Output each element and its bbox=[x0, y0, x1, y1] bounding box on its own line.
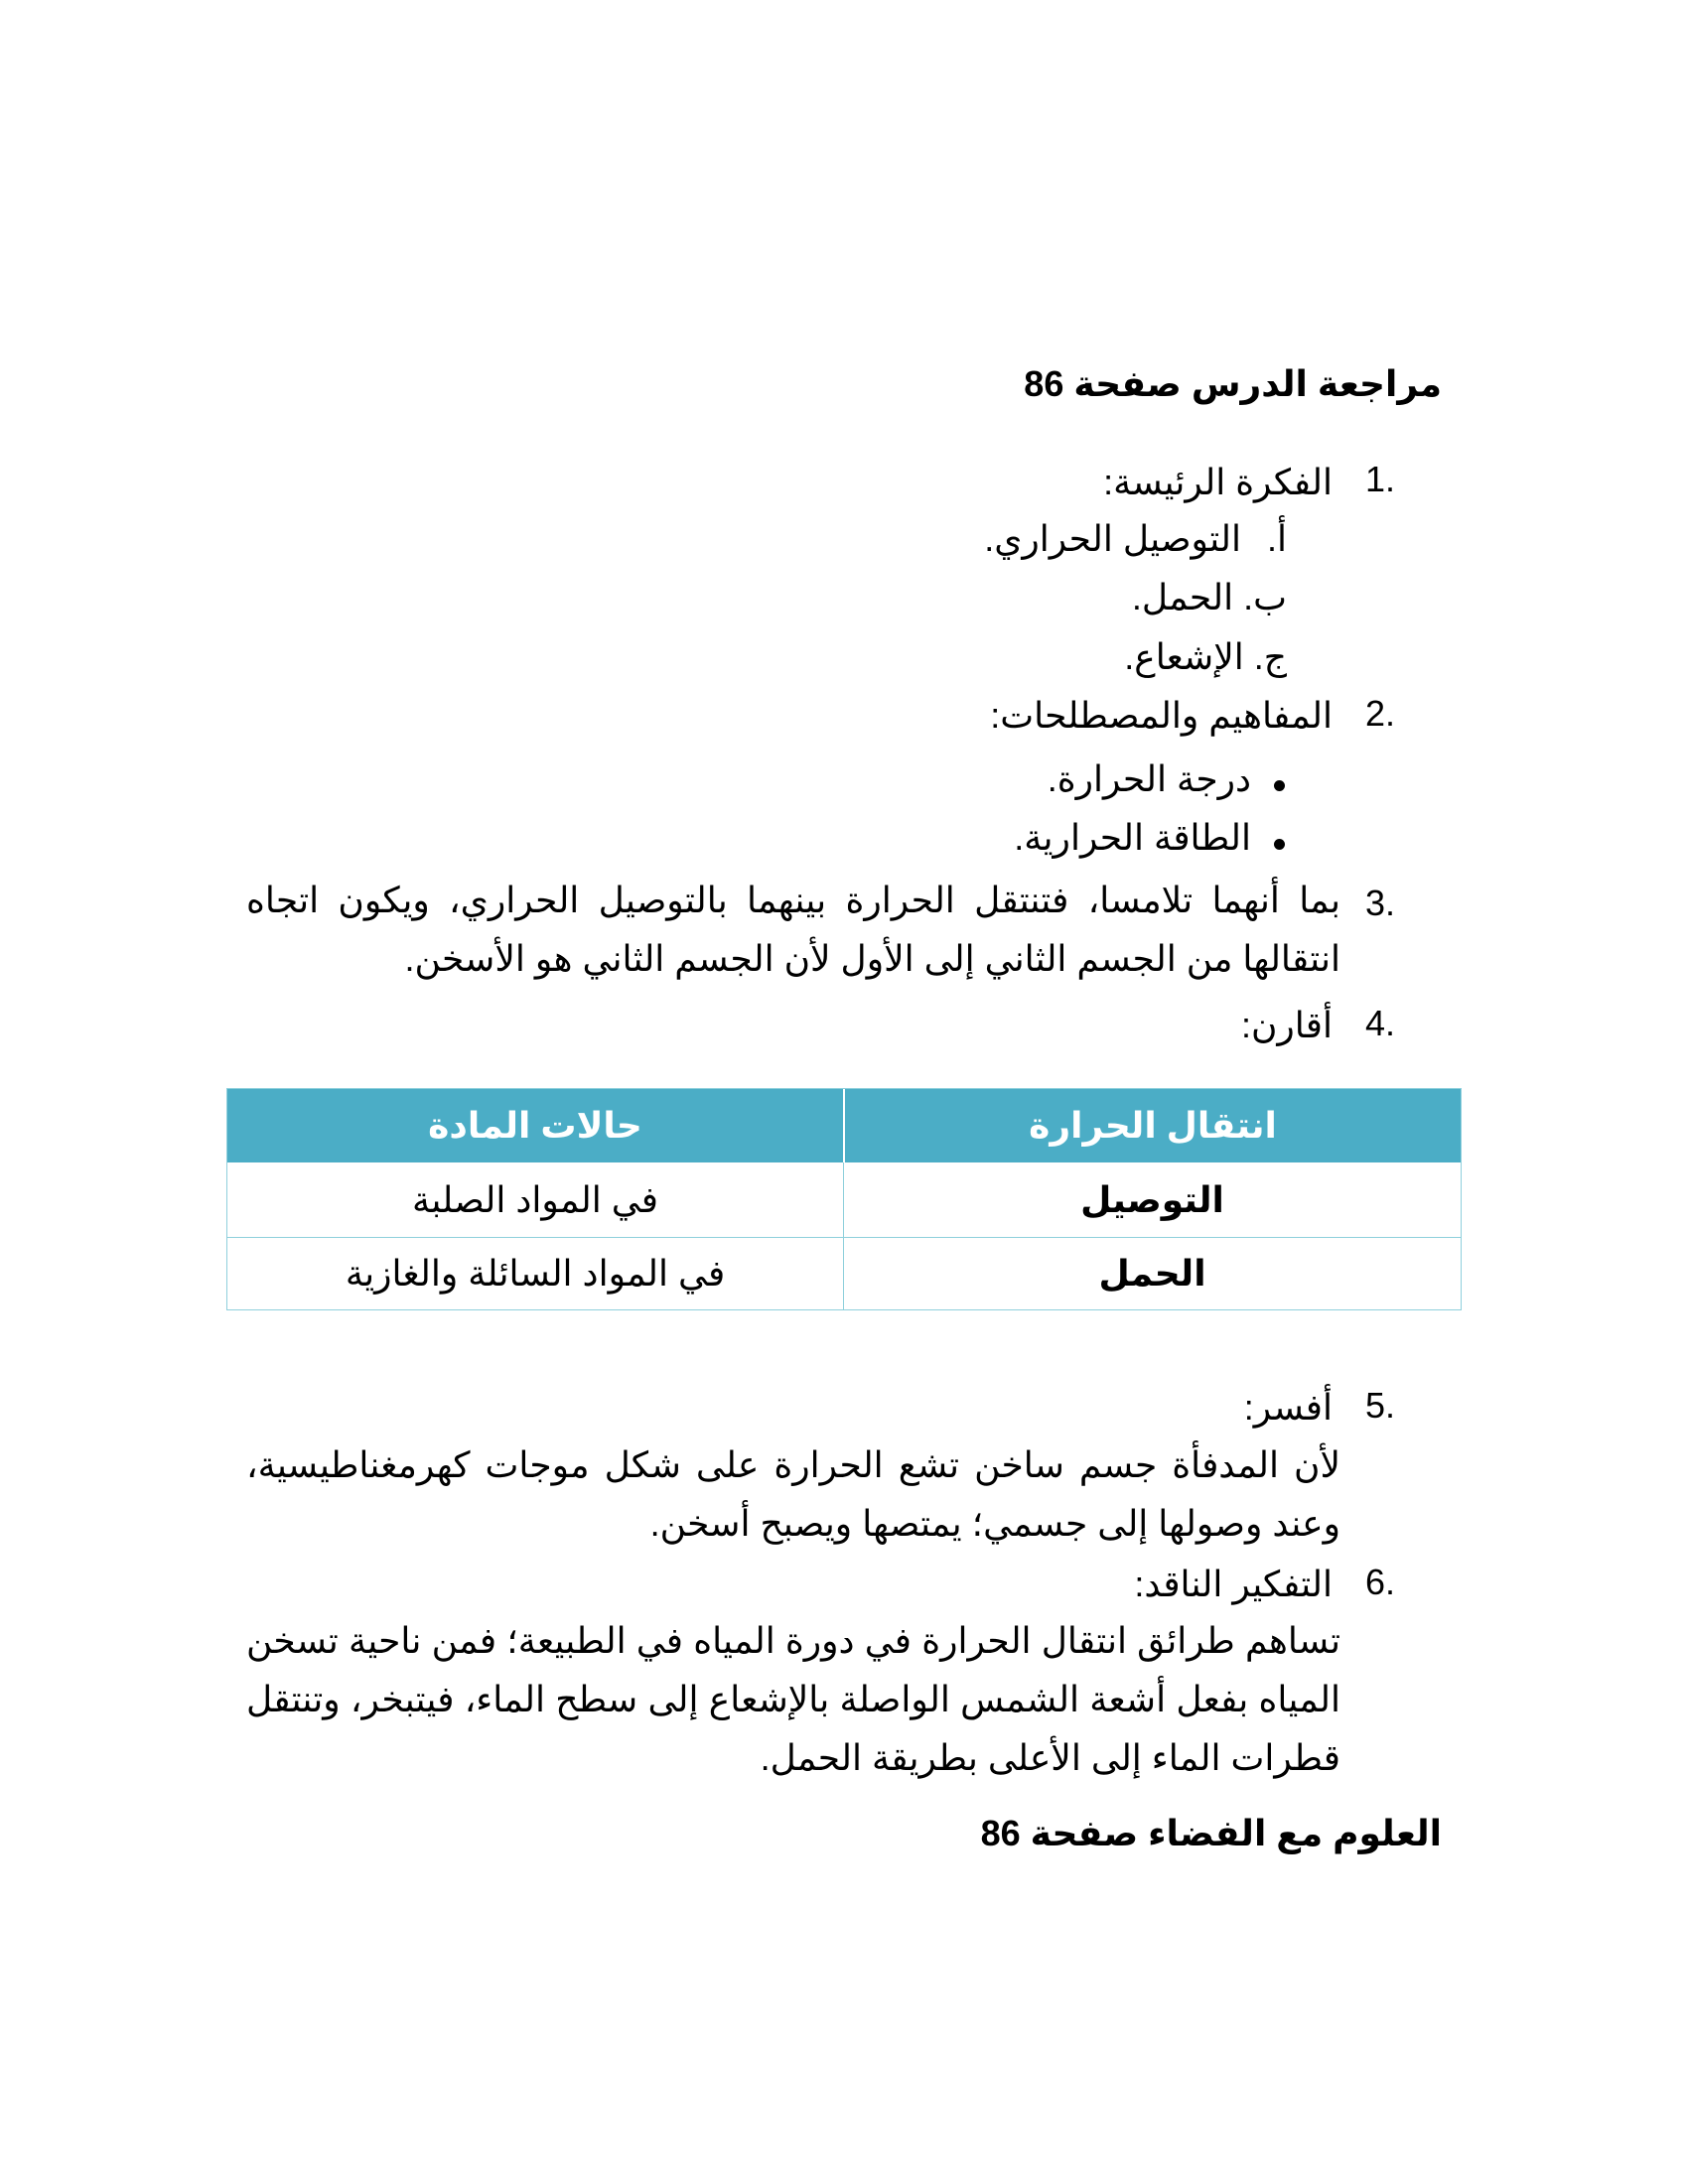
table-row bbox=[227, 1237, 1461, 1309]
item-1a-text: التوصيل الحراري. bbox=[984, 518, 1241, 559]
item-1-number: 1. bbox=[1364, 459, 1395, 499]
table-header-states-of-matter: حالات المادة bbox=[227, 1089, 843, 1162]
comparison-table bbox=[226, 1088, 1462, 1310]
item-3-number: 3. bbox=[1364, 883, 1395, 923]
item-2-bullet-2: الطاقة الحرارية. bbox=[1014, 817, 1251, 858]
item-6-text: التفكير الناقد: bbox=[1134, 1564, 1333, 1604]
item-1-text: الفكرة الرئيسة: bbox=[1103, 462, 1333, 502]
item-1c-text: ج. الإشعاع. bbox=[1124, 636, 1287, 677]
item-6-number: 6. bbox=[1364, 1562, 1395, 1602]
table-cell-conduction: التوصيل bbox=[843, 1162, 1461, 1237]
table-cell-solids: في المواد الصلبة bbox=[412, 1178, 658, 1220]
item-5-number: 5. bbox=[1364, 1385, 1395, 1426]
item-5-answer: لأن المدفأة جسم ساخن تشع الحرارة على شكل موجات كهرمغناطيسية، وعند وصولها إلى جسمي؛ يمتصها ويصبح أسخن. bbox=[246, 1444, 1340, 1544]
item-2-text: المفاهيم والمصطلحات: bbox=[990, 695, 1333, 736]
item-3-text: بما أنهما تلامسا، فتنتقل الحرارة بينهما بالتوصيل الحراري، ويكون اتجاه انتقالها من الجسم الثاني إلى الأول لأن الجسم الثاني هو الأسخن. bbox=[246, 880, 1340, 979]
table-header-row bbox=[227, 1089, 1461, 1162]
table-cell-convection: الحمل bbox=[843, 1237, 1461, 1309]
item-2-bullet-1: درجة الحرارة. bbox=[1047, 758, 1251, 799]
bullet-icon bbox=[1274, 839, 1285, 850]
science-space-heading: العلوم مع الفضاء صفحة 86 bbox=[980, 1813, 1442, 1853]
item-2-number: 2. bbox=[1364, 693, 1395, 734]
table-cell-liquids-gases: في المواد السائلة والغازية bbox=[345, 1252, 726, 1294]
item-1a-marker: أ. bbox=[1266, 518, 1287, 559]
item-5-text: أفسر: bbox=[1243, 1387, 1333, 1428]
table-row bbox=[227, 1162, 1461, 1238]
item-6-answer: تساهم طرائق انتقال الحرارة في دورة المياه في الطبيعة؛ فمن ناحية تسخن المياه بفعل أشعة الشمس الواصلة بالإشعاع إلى سطح الماء، فيتبخر، وتنتقل قطرات الماء إلى الأعلى بطريقة الحمل. bbox=[246, 1620, 1340, 1778]
bullet-icon bbox=[1274, 780, 1285, 791]
item-4-number: 4. bbox=[1364, 1003, 1395, 1043]
item-4-text: أقارن: bbox=[1240, 1005, 1333, 1045]
table-header-heat-transfer: انتقال الحرارة bbox=[843, 1089, 1461, 1162]
lesson-review-heading: مراجعة الدرس صفحة 86 bbox=[1024, 363, 1442, 404]
item-1b-text: ب. الحمل. bbox=[1131, 577, 1287, 617]
